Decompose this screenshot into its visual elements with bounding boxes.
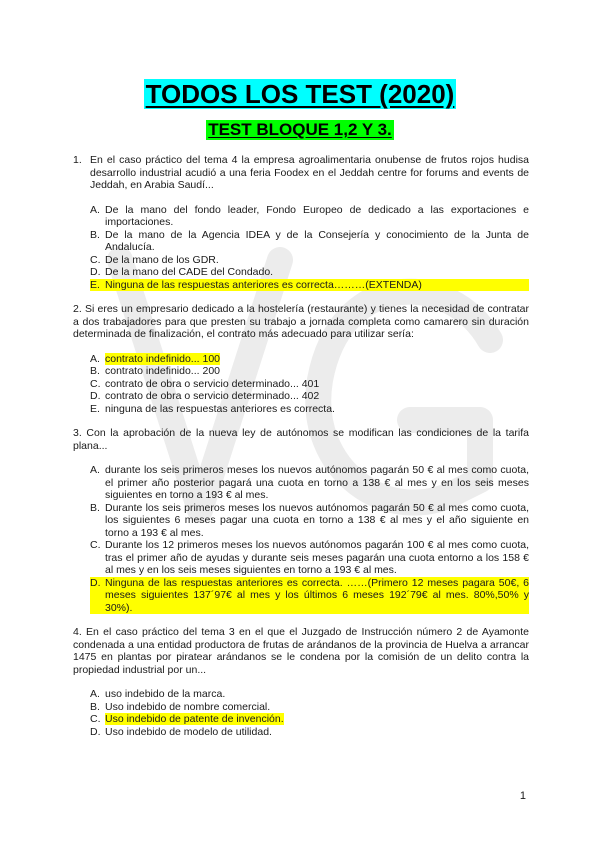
question-1 xyxy=(73,154,529,192)
options-question-4 xyxy=(90,688,529,738)
page-number: 1 xyxy=(519,790,526,802)
option-3b: B. Durante los seis primeros meses los nuevos autónomos pagarán 50 € al mes como cuota, los siguientes 6 meses pagar una cuota en torno a 138 € al mes y el año siguiente en torno a 193 € al mes. xyxy=(90,501,529,539)
question-number: 2. xyxy=(73,303,82,315)
option-1a: A. De la mano del fondo leader, Fondo Europeo de dedicado a las exportaciones e importaciones. xyxy=(90,203,529,228)
option-1b: B. De la mano de la Agencia IDEA y de la Consejería y conocimiento de la Junta de Andalucía. xyxy=(90,228,529,253)
options-question-3 xyxy=(90,464,529,614)
option-2a: A. contrato indefinido... 100 xyxy=(90,352,220,365)
question-text: Con la aprobación de la nueva ley de autónomos se modifican las condiciones de la tarifa plana... xyxy=(73,427,529,452)
question-2 xyxy=(73,303,529,341)
option-1d: D. De la mano del CADE del Condado. xyxy=(90,266,274,278)
subtitle-block xyxy=(0,120,600,140)
option-2d: D. contrato de obra o servicio determinado... 402 xyxy=(90,390,320,402)
title-block xyxy=(0,79,600,109)
page-subtitle: TEST BLOQUE 1,2 Y 3. xyxy=(208,120,392,139)
option-3a: A. durante los seis primeros meses los nuevos autónomos pagarán 50 € al mes como cuota, el primer año posterior pagará una cuota en torno a 138 € al mes y en los seis meses siguientes en torno a 193 € al mes. xyxy=(90,464,529,501)
question-number: 4. xyxy=(73,626,82,638)
highlighted-answer: contrato indefinido... 100 xyxy=(105,352,220,365)
option-4b: B. Uso indebido de nombre comercial. xyxy=(90,700,271,713)
option-2b: B. contrato indefinido... 200 xyxy=(90,365,220,377)
question-text: En el caso práctico del tema 4 la empresa agroalimentaria onubense de frutos rojos hudisa desarrollo industrial acudió a una feria Foodex en el Jeddah centre for forums and events de Jeddah, en Arabia Saudí... xyxy=(90,154,529,191)
question-number: 3. xyxy=(73,427,82,439)
option-4c: C. Uso indebido de patente de invención. xyxy=(90,713,284,725)
options-question-2 xyxy=(90,353,529,416)
question-number: 1. xyxy=(73,154,82,166)
question-4 xyxy=(73,626,529,676)
option-4a: A. uso indebido de la marca. xyxy=(90,688,226,700)
option-4d: D. Uso indebido de modelo de utilidad. xyxy=(90,725,272,738)
options-question-1 xyxy=(90,204,529,292)
option-1c: C. De la mano de los GDR. xyxy=(90,253,219,266)
highlighted-answer: Uso indebido de patente de invención. xyxy=(105,713,284,725)
option-3c: C. Durante los 12 primeros meses los nuevos autónomos pagarán 100 € al mes como cuota, tras el primer año de ayudas y durante seis meses pagarán una cuota entorno a los 158 € al mes y en los seis meses siguientes en torno a 193 € al mes. xyxy=(90,539,529,576)
page-title: TODOS LOS TEST (2020) xyxy=(145,79,455,109)
option-2e: E. ninguna de las respuestas anteriores es correcta. xyxy=(90,402,335,415)
questions-list xyxy=(73,154,529,738)
option-3d-highlighted: D. Ninguna de las respuestas anteriores es correcta. ……(Primero 12 meses pagara 50€, 6 meses siguientes 137´97€ al mes y los últimos 6 meses 192´79€ al mes. 80%,50% y 30%). xyxy=(90,576,529,614)
question-text: En el caso práctico del tema 3 en el que el Juzgado de Instrucción número 2 de Ayamonte condenada a una entidad productora de frutas de arándanos de la provincia de Huelva a arrancar 1475 en plantas por piratear arándanos se le condena por la comisión de un delito contra la propiedad industrial por un... xyxy=(73,626,529,676)
option-2c: C. contrato de obra o servicio determinado... 401 xyxy=(90,377,320,390)
option-1e-highlighted: E. Ninguna de las respuestas anteriores es correcta………(EXTENDA) xyxy=(90,279,529,292)
question-3 xyxy=(73,427,529,452)
question-text: Si eres un empresario dedicado a la hostelería (restaurante) y tienes la necesidad de contratar a dos trabajadores para que presten su trabajo a jornada completa como camarero sin duración determinada de finalización, el contrato más adecuado para utilizar sería: xyxy=(73,303,529,340)
